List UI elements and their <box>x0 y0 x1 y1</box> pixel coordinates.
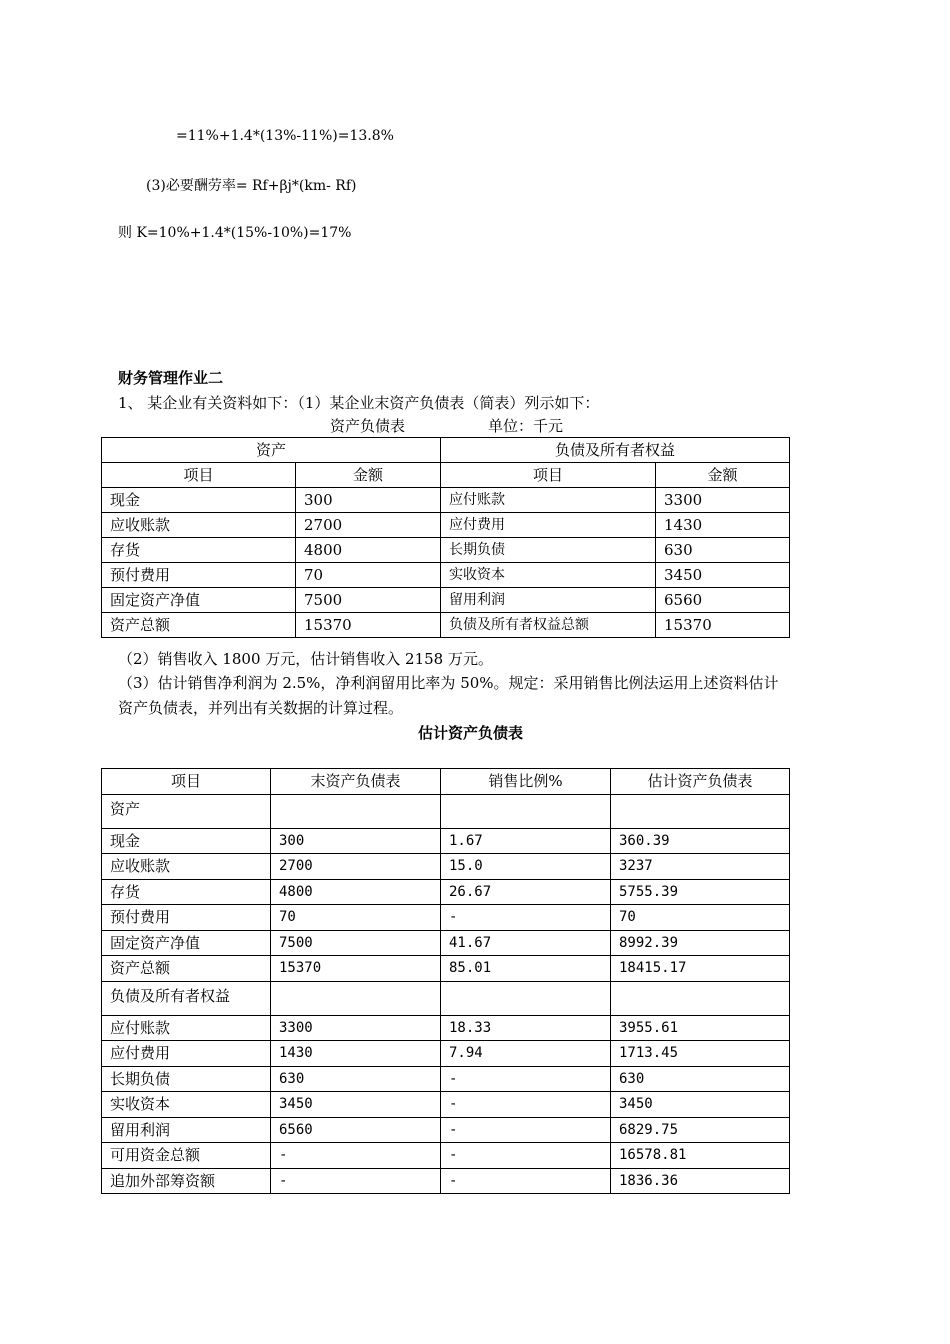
table-cell: 长期负债 <box>441 538 656 563</box>
table-cell: 应收账款 <box>102 854 271 880</box>
table1-caption: 资产负债表 <box>330 417 406 435</box>
table2-title: 估计资产负债表 <box>418 724 524 742</box>
table-cell: 应付账款 <box>102 1015 271 1041</box>
table-cell: - <box>441 1168 611 1194</box>
table-cell: 3300 <box>656 488 790 513</box>
table-row <box>102 956 790 982</box>
table-cell: 15.0 <box>441 854 611 880</box>
table-cell: 6560 <box>656 588 790 613</box>
table-header-row <box>102 769 790 795</box>
table-section-row <box>102 794 790 828</box>
table-row <box>102 513 790 538</box>
table-cell: - <box>271 1168 441 1194</box>
table-cell: - <box>271 1143 441 1169</box>
header-prior-balance: 末资产负债表 <box>271 769 441 795</box>
table-cell: 长期负债 <box>102 1066 271 1092</box>
table-cell <box>271 981 441 1015</box>
table-cell: 资产总额 <box>102 956 271 982</box>
table-row <box>102 588 790 613</box>
table-cell: 预付费用 <box>102 905 271 931</box>
table-row <box>102 1143 790 1169</box>
table-cell: 1430 <box>656 513 790 538</box>
table-row <box>102 905 790 931</box>
table-row <box>102 1168 790 1194</box>
table-cell: 8992.39 <box>611 930 790 956</box>
table-cell: 300 <box>271 828 441 854</box>
formula-line-2: (3)必要酬劳率= Rf+βj*(km- Rf) <box>146 178 357 194</box>
table-cell: 70 <box>611 905 790 931</box>
table-cell: 630 <box>611 1066 790 1092</box>
table-cell: 630 <box>656 538 790 563</box>
table-cell: 18415.17 <box>611 956 790 982</box>
table-cell: 现金 <box>102 488 296 513</box>
table-row <box>102 1041 790 1067</box>
table-row <box>102 879 790 905</box>
table-cell: 41.67 <box>441 930 611 956</box>
note-3-line-1: （3）估计销售净利润为 2.5%，净利润留用比率为 50%。规定：采用销售比例法运用上述资料估计 <box>118 674 779 692</box>
note-3-line-2: 资产负债表，并列出有关数据的计算过程。 <box>118 699 404 717</box>
section-title: 财务管理作业二 <box>118 369 224 387</box>
table-cell: 6560 <box>271 1117 441 1143</box>
table-cell: - <box>441 1092 611 1118</box>
formula-line-1: =11%+1.4*(13%-11%)=13.8% <box>176 128 394 144</box>
table-cell: 18.33 <box>441 1015 611 1041</box>
table-cell: 2700 <box>296 513 441 538</box>
formula-line-3: 则 K=10%+1.4*(15%-10%)=17% <box>118 225 352 241</box>
table-cell: 应付费用 <box>102 1041 271 1067</box>
table-cell: 15370 <box>656 613 790 638</box>
balance-sheet-table <box>101 437 790 638</box>
table-row <box>102 930 790 956</box>
table-cell: 负债及所有者权益总额 <box>441 613 656 638</box>
section-label: 资产 <box>102 794 271 828</box>
table-row <box>102 488 790 513</box>
header-amount: 金额 <box>296 463 441 488</box>
header-item: 项目 <box>102 769 271 795</box>
header-sales-ratio: 销售比例% <box>441 769 611 795</box>
table-cell: 3450 <box>611 1092 790 1118</box>
table-cell: 7500 <box>271 930 441 956</box>
table-group-header-row <box>102 438 790 463</box>
table-row <box>102 828 790 854</box>
table-cell: 应收账款 <box>102 513 296 538</box>
table-cell: 1430 <box>271 1041 441 1067</box>
header-amount: 金额 <box>656 463 790 488</box>
table-cell: 留用利润 <box>441 588 656 613</box>
table-row <box>102 1117 790 1143</box>
table-cell: 实收资本 <box>441 563 656 588</box>
table-cell <box>271 794 441 828</box>
table-cell: 26.67 <box>441 879 611 905</box>
table-cell: 可用资金总额 <box>102 1143 271 1169</box>
table-cell: 3450 <box>656 563 790 588</box>
table-cell: 3300 <box>271 1015 441 1041</box>
table-header-row <box>102 463 790 488</box>
table-cell: 固定资产净值 <box>102 930 271 956</box>
table-cell: 存货 <box>102 538 296 563</box>
table-cell: 360.39 <box>611 828 790 854</box>
table-cell <box>611 794 790 828</box>
table-section-row <box>102 981 790 1015</box>
table-cell: 2700 <box>271 854 441 880</box>
table-cell: 300 <box>296 488 441 513</box>
table-cell: 1.67 <box>441 828 611 854</box>
table-cell: 4800 <box>271 879 441 905</box>
table-row <box>102 1015 790 1041</box>
table-cell: 3450 <box>271 1092 441 1118</box>
section-label: 负债及所有者权益 <box>102 981 271 1015</box>
table-cell: 存货 <box>102 879 271 905</box>
table-cell: 3237 <box>611 854 790 880</box>
table-row <box>102 613 790 638</box>
table-cell: 15370 <box>296 613 441 638</box>
table-cell: 5755.39 <box>611 879 790 905</box>
table1-unit: 单位：千元 <box>488 417 564 435</box>
table-cell: 85.01 <box>441 956 611 982</box>
estimated-balance-sheet-table <box>101 768 790 1194</box>
table-cell: 留用利润 <box>102 1117 271 1143</box>
table-cell: - <box>441 905 611 931</box>
header-estimated-balance: 估计资产负债表 <box>611 769 790 795</box>
table-cell: - <box>441 1143 611 1169</box>
table-cell: 70 <box>271 905 441 931</box>
table-row <box>102 854 790 880</box>
table-cell: 15370 <box>271 956 441 982</box>
table-cell: 应付费用 <box>441 513 656 538</box>
question-intro: 1、 某企业有关资料如下：（1）某企业末资产负债表（简表）列示如下： <box>118 394 600 412</box>
table-cell: 16578.81 <box>611 1143 790 1169</box>
table-cell: 630 <box>271 1066 441 1092</box>
table-row <box>102 538 790 563</box>
table-cell: 1836.36 <box>611 1168 790 1194</box>
table-cell: 实收资本 <box>102 1092 271 1118</box>
table-cell <box>441 794 611 828</box>
table-cell: 预付费用 <box>102 563 296 588</box>
header-item: 项目 <box>441 463 656 488</box>
table-row <box>102 563 790 588</box>
table-cell: 7500 <box>296 588 441 613</box>
table-cell: 现金 <box>102 828 271 854</box>
group-liabilities-equity: 负债及所有者权益 <box>441 438 790 463</box>
group-assets: 资产 <box>102 438 441 463</box>
table-cell: 固定资产净值 <box>102 588 296 613</box>
table-cell <box>441 981 611 1015</box>
table-row <box>102 1066 790 1092</box>
table-cell <box>611 981 790 1015</box>
table-cell: - <box>441 1066 611 1092</box>
table-cell: 1713.45 <box>611 1041 790 1067</box>
table-cell: 追加外部筹资额 <box>102 1168 271 1194</box>
table-cell: 4800 <box>296 538 441 563</box>
table-cell: 应付账款 <box>441 488 656 513</box>
table-cell: 70 <box>296 563 441 588</box>
header-item: 项目 <box>102 463 296 488</box>
table-row <box>102 1092 790 1118</box>
table-cell: 资产总额 <box>102 613 296 638</box>
table-cell: - <box>441 1117 611 1143</box>
table-cell: 7.94 <box>441 1041 611 1067</box>
table-cell: 6829.75 <box>611 1117 790 1143</box>
note-2: （2）销售收入 1800 万元，估计销售收入 2158 万元。 <box>118 650 493 668</box>
table-cell: 3955.61 <box>611 1015 790 1041</box>
